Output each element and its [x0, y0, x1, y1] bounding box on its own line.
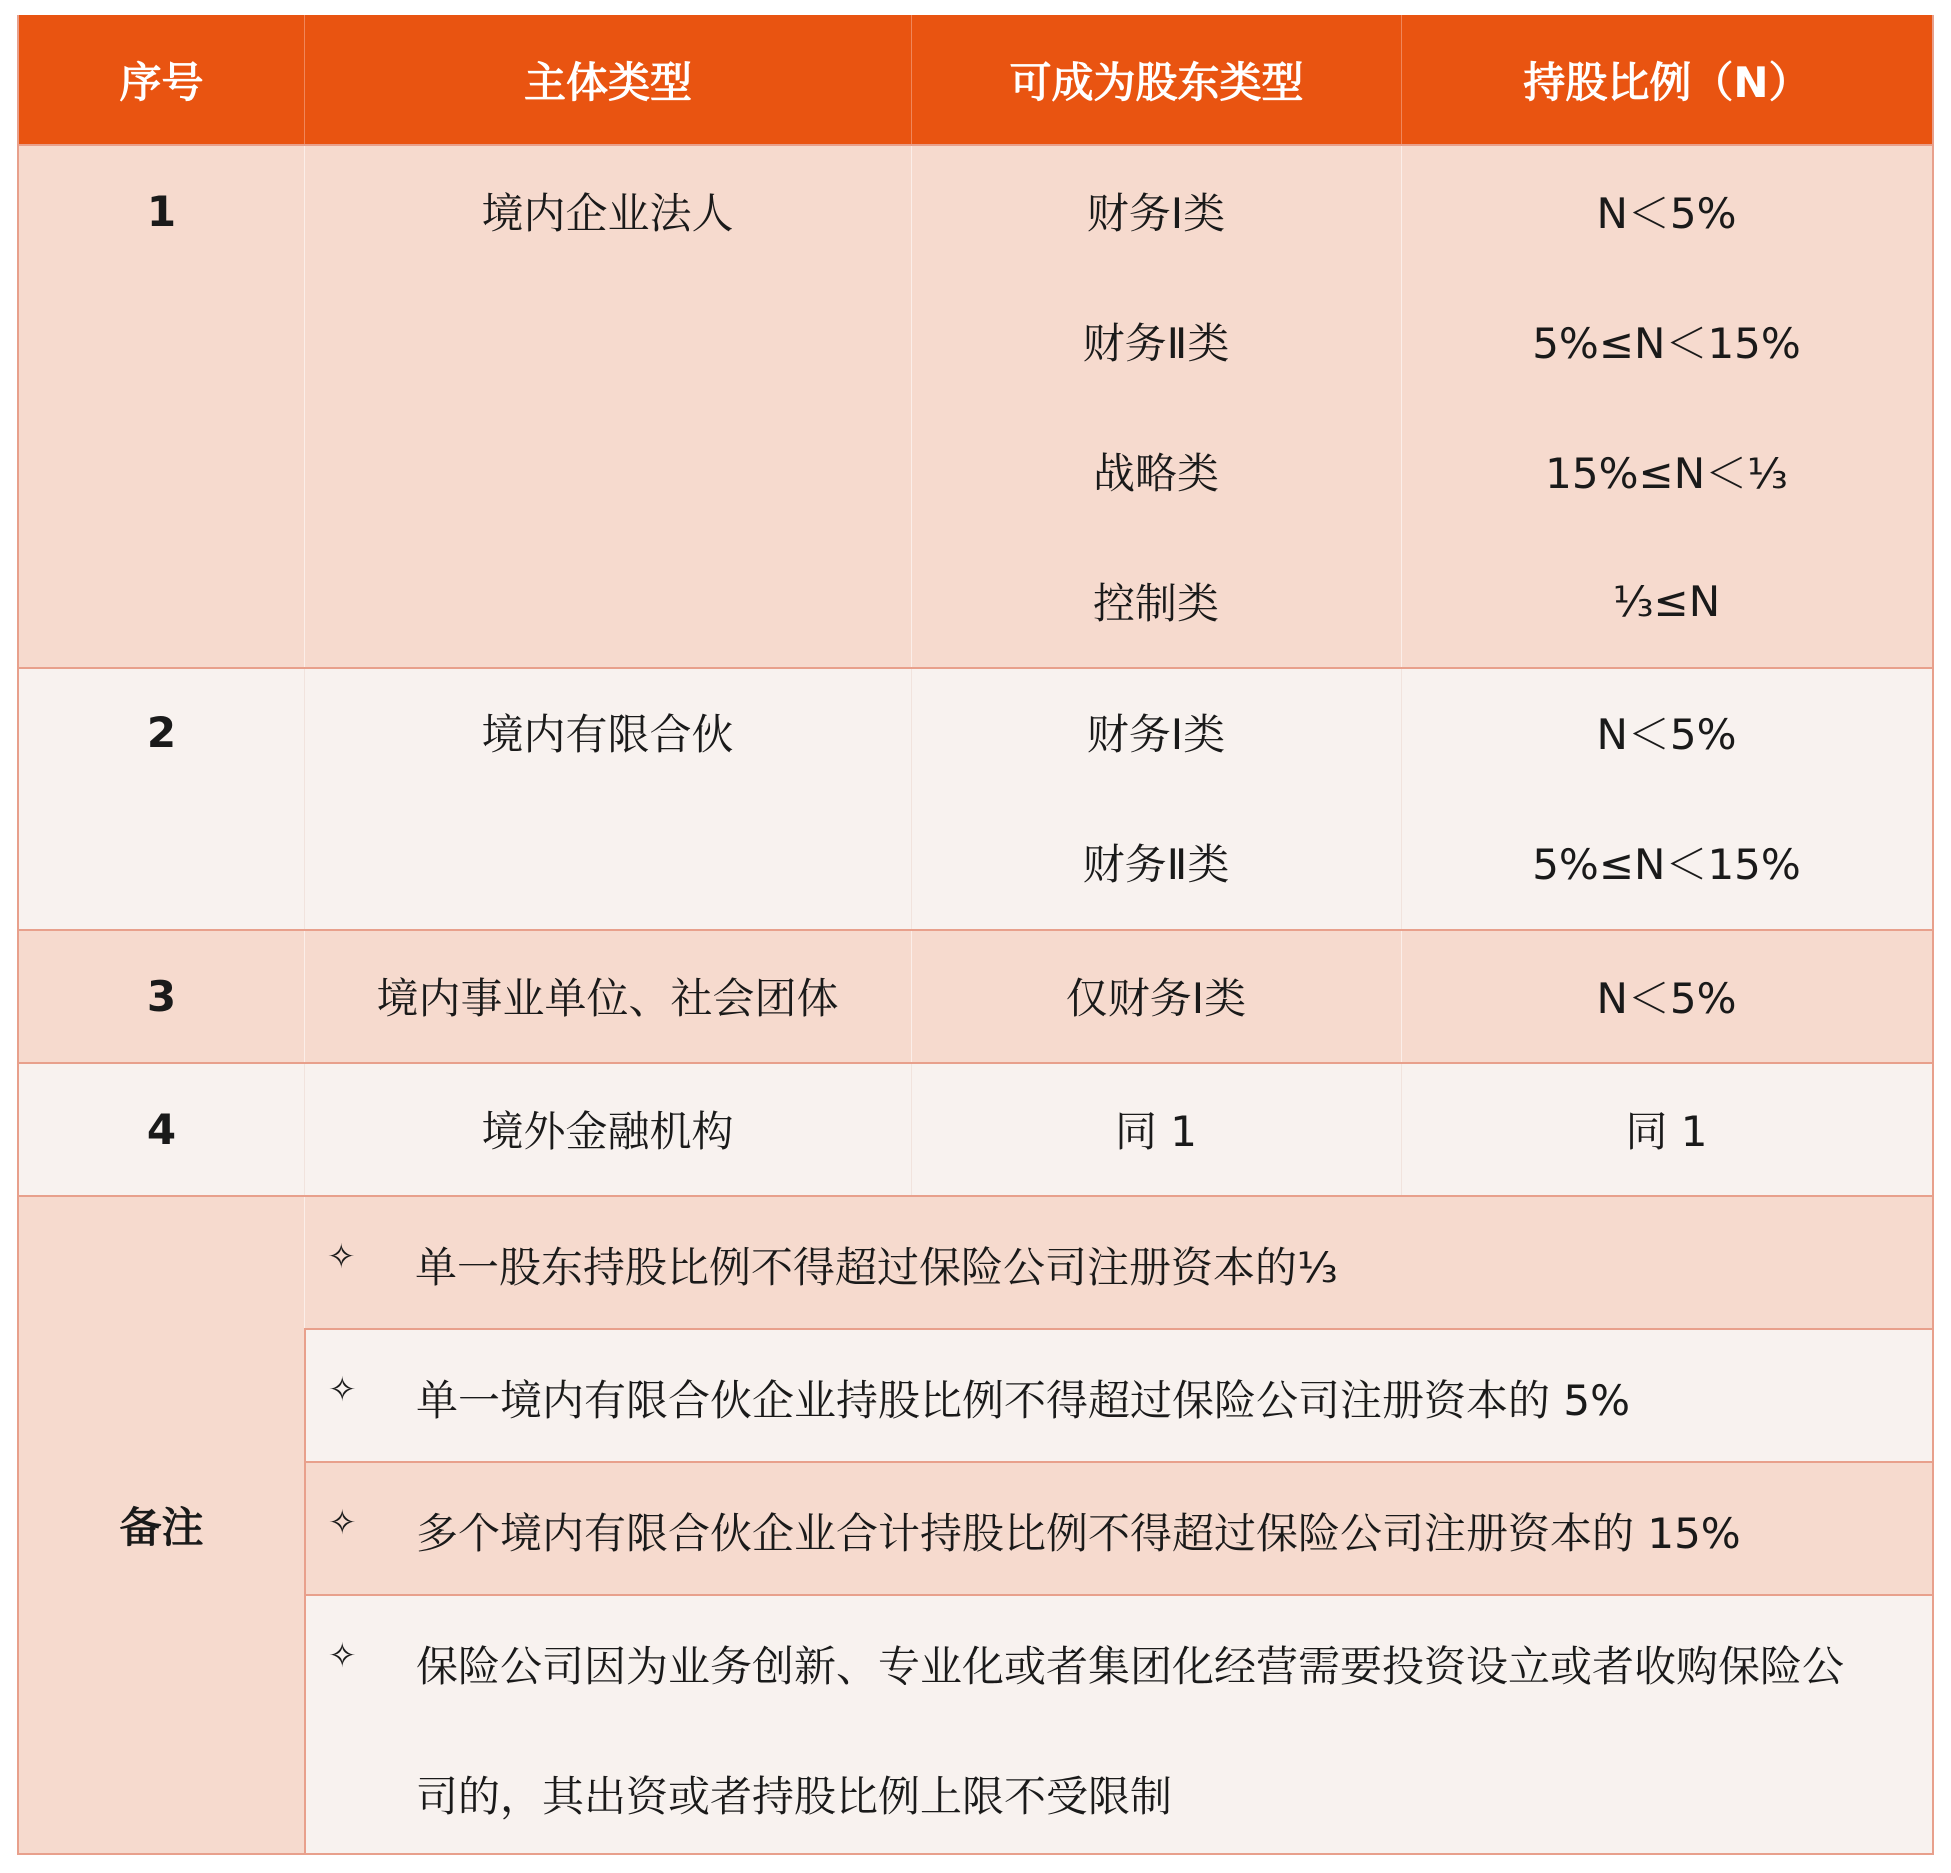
- entity-type: 境外金融机构: [481, 1107, 734, 1156]
- shareholder-type: 财务Ⅰ类: [1086, 710, 1226, 759]
- note-text: 多个境内有限合伙企业合计持股比例不得超过保险公司注册资本的 15%: [416, 1509, 1741, 1558]
- note-text-continued: 司的，其出资或者持股比例上限不受限制: [416, 1772, 1173, 1821]
- header-no: 序号: [119, 57, 204, 107]
- notes-section: [19, 1195, 1932, 1853]
- table-row-3: [19, 929, 1932, 1062]
- ratio-value: N＜5%: [1596, 710, 1737, 759]
- ratio-value: N＜5%: [1596, 189, 1737, 238]
- note-item: [304, 1197, 1932, 1328]
- sparkle-bullet-icon: ✧: [328, 1503, 357, 1543]
- shareholder-type: 财务Ⅱ类: [1082, 840, 1230, 889]
- note-text: 单一股东持股比例不得超过保险公司注册资本的⅓: [415, 1243, 1338, 1292]
- table-row-2: [19, 667, 1932, 929]
- ratio-value: 5%≤N＜15%: [1532, 840, 1801, 889]
- note-text: 保险公司因为业务创新、专业化或者集团化经营需要投资设立或者收购保险公: [416, 1642, 1845, 1691]
- ratio-value: 5%≤N＜15%: [1532, 319, 1801, 368]
- shareholder-type: 战略类: [1092, 449, 1219, 498]
- shareholder-type: 财务Ⅰ类: [1086, 189, 1226, 238]
- entity-type: 境内企业法人: [481, 189, 734, 238]
- row-number: 3: [146, 971, 177, 1021]
- entity-type: 境内事业单位、社会团体: [376, 974, 839, 1023]
- ratio-value: ⅓≤N: [1612, 576, 1721, 626]
- ratio-value: N＜5%: [1596, 974, 1737, 1023]
- note-text: 单一境内有限合伙企业持股比例不得超过保险公司注册资本的 5%: [416, 1376, 1630, 1425]
- row-number: 4: [146, 1104, 177, 1154]
- note-item: [304, 1594, 1932, 1853]
- sparkle-bullet-icon: ✧: [328, 1636, 357, 1676]
- header-type: 可成为股东类型: [911, 15, 1401, 144]
- shareholder-type: 控制类: [1092, 579, 1219, 628]
- sparkle-bullet-icon: ✧: [327, 1237, 356, 1277]
- shareholder-type: 仅财务Ⅰ类: [1065, 974, 1247, 1023]
- row-number: 2: [146, 707, 177, 757]
- header-ratio: 持股比例（N）: [1401, 15, 1932, 144]
- ratio-value: 15%≤N＜⅓: [1545, 449, 1788, 498]
- shareholder-type: 财务Ⅱ类: [1082, 319, 1230, 368]
- shareholder-table: [17, 15, 1934, 1855]
- ratio-value: 同 1: [1625, 1107, 1708, 1156]
- sparkle-bullet-icon: ✧: [328, 1370, 357, 1410]
- header-entity: 主体类型: [304, 15, 911, 144]
- note-item: [304, 1461, 1932, 1594]
- table-row-1: [19, 146, 1932, 667]
- notes-label: 备注: [119, 1503, 204, 1552]
- entity-type: 境内有限合伙: [481, 710, 734, 759]
- note-item: [304, 1328, 1932, 1461]
- row-number: 1: [146, 186, 177, 236]
- shareholder-type: 同 1: [1114, 1107, 1198, 1156]
- table-row-4: [19, 1062, 1932, 1195]
- table-header: [19, 15, 1932, 146]
